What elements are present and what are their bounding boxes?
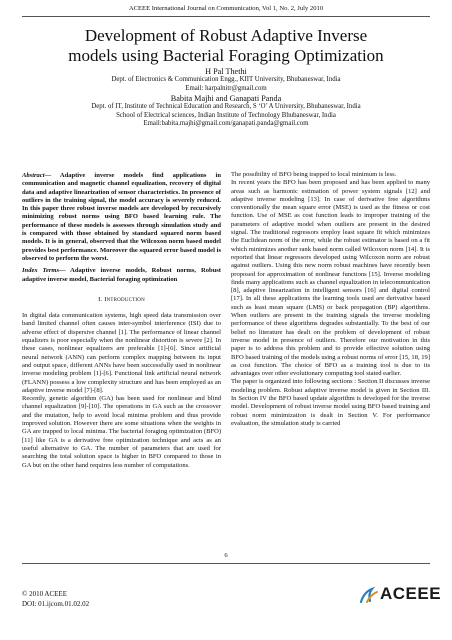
author-email-1: Email: harpalnitr@gmail.com — [185, 85, 267, 92]
index-terms-label: Index Terms — [22, 267, 60, 275]
abstract-label: Abstract — [22, 172, 45, 179]
author-affiliation-1: Dept. of Electronics & Communication Engg., KIIT University, Bhubaneswar, India — [111, 76, 341, 84]
copyright-text: © 2010 ACEEE — [22, 590, 67, 598]
section-title: Introduction — [104, 295, 145, 303]
title-line-1: Development of Robust Adaptive Inverse — [84, 26, 368, 45]
aceee-logo — [358, 584, 442, 606]
right-paragraph-1: The possibility of BFO being trapped to local minimum is less. — [231, 171, 397, 178]
left-column — [22, 172, 221, 470]
author-name-2: Babita Majhi and Ganapati Panda — [170, 93, 282, 103]
paper-title — [0, 26, 452, 66]
section-numeral: I. — [98, 295, 103, 303]
aceee-logo-mark-icon — [358, 586, 380, 604]
author-block — [0, 67, 452, 129]
footer-copyright — [22, 589, 89, 609]
right-column — [231, 171, 430, 428]
header-rule — [22, 16, 430, 17]
intro-paragraph-2: Recently, genetic algorithm (GA) has been used for nonlinear and blind channel equalization [9]-[10]. The operations in GA such as the crossover and the mutation, help to avoid local minima problem and thus provide improved solution. However there are some situations when the weights in GA are trapped to local minima. The bacterial foraging optimization (BFO) [11] like GA is a derivative free optimization technique and acts as an useful alternative to GA. The number of parameters that are used for searching the total solution space is higher in BFO compared to those in GA but on the other hand requires less number of computations. — [22, 395, 221, 469]
journal-header: ACEEE International Journal on Communication, Vol 1, No. 2, July 2010 — [128, 5, 324, 12]
page-number: 6 — [224, 552, 228, 559]
right-paragraph-2: In recent years the BFO has been proposed and has been applied to many areas such as harmonic estimation of power system signals [12] and adaptive inverse modeling [13]. In case of derivative free algorithms conventionally the mean square error (MSE) is used as the fitness or cost function. Use of MSE as cost function leads to improper training of the parameters of adaptive model when outliers are present in the desired signal. The traditional regressors employ least square fit which minimizes the Euclidean norm of the error, while the robust estimator is based on a fit which minimizes another rank based norm called Wilcoxon norm [14]. It is reported that linear regressors developed using Wilcoxon norm are robust against outliers. Using this new norm robust machines have recently been proposed for approximation of nonlinear functions [15]. Inverse modeling finds many applications such as channel equalization in telecommunication [8], adaptive linearization in intelligent sensors [16] and digital control [17]. In all these applications the learning tools used are derivative based such as least mean square (LMS) or back propagation (BP) algorithms. When outliers are present in the training signals the inverse modeling performance of these algorithms degrades substantially. To the best of our belief no literature has dealt on the problem of development of robust inverse model in presence of outliers. Therefore our motivation in this paper is to address this problem and to provide effective solution using BFO based training of the models using a robust norms of error [15, 18, 19] as cost function. The choice of BFO as a training tool is due to its advantages over other evolutionary computing tool stated earlier. — [231, 179, 430, 378]
author-name-1: H Pal Thethi — [205, 67, 247, 76]
intro-paragraph-1: In digital data communication systems, high speed data transmission over band limited channel often causes inter-symbol interference (ISI) due to adverse effect of dispersive channel [1]. The performance of linear channel equalizers is poor especially when the nonlinear distortion is severe [2]. In these cases, nonlinear equalizers are preferable [1]-[6]. Since artificial neural network (ANN) can perform complex mapping between its input and output space, different ANNs have been successfully used in nonlinear inverse modeling problem [1]-[6]. Functional link artificial neural network (FLANN) possess a low complexity structure and has been employed as an adaptive inverse model [7]-[8]. — [22, 312, 221, 394]
index-terms — [22, 267, 221, 284]
right-paragraph-3: The paper is organized into following sections : Section II discusses inverse modeling problem. Robust adaptive inverse model is given in Section III. In Section IV the BFO based update algorithm is developed for the inverse model. Development of robust inverse model using BFO based training and robust norm minimization is dealt in Section V. For performance evaluation, the simulation study is carried — [231, 378, 430, 427]
abstract — [22, 172, 221, 263]
footer-rule — [22, 563, 430, 564]
section-heading-introduction — [22, 296, 221, 304]
aceee-logo-word: ACEEE — [380, 584, 442, 603]
author-affiliation-2a: Dept. of IT, Institute of Technical Education and Research, S ‘O’ A University, Bhubaneswar, India — [91, 103, 361, 110]
author-email-2: Email:babita.majhi@gmail.com/ganapati.panda@gmail.com — [143, 120, 309, 128]
author-affiliation-2b: School of Electrical sciences, Indian Institute of Technology Bhubaneswar, India — [116, 111, 336, 119]
abstract-text: — Adaptive inverse models find applications in communication and magnetic channel equalization, recovery of digital data and adaptive linearization of sensor characteristics. In presence of outliers in the training signal, the model accuracy is severely reduced. In this paper three robust inverse models are developed by recursively minimizing robust norms using BFO based learning rule. The performance of these models is assesses through simulation study and is compared with those obtained by standard squared norm based models. It is in general, observed that the Wilcoxon norm based model provides best performance. Moreover the squared error based model is observed to perform the worst. — [22, 172, 221, 262]
title-line-2: models using Bacterial Foraging Optimization — [68, 46, 384, 65]
doi-text: DOI: 01.ijcom.01.02.02 — [22, 600, 90, 608]
index-terms-text: — Adaptive inverse models, Robust norms, Robust adaptive inverse model, Bacterial foraging optimization — [22, 267, 221, 283]
